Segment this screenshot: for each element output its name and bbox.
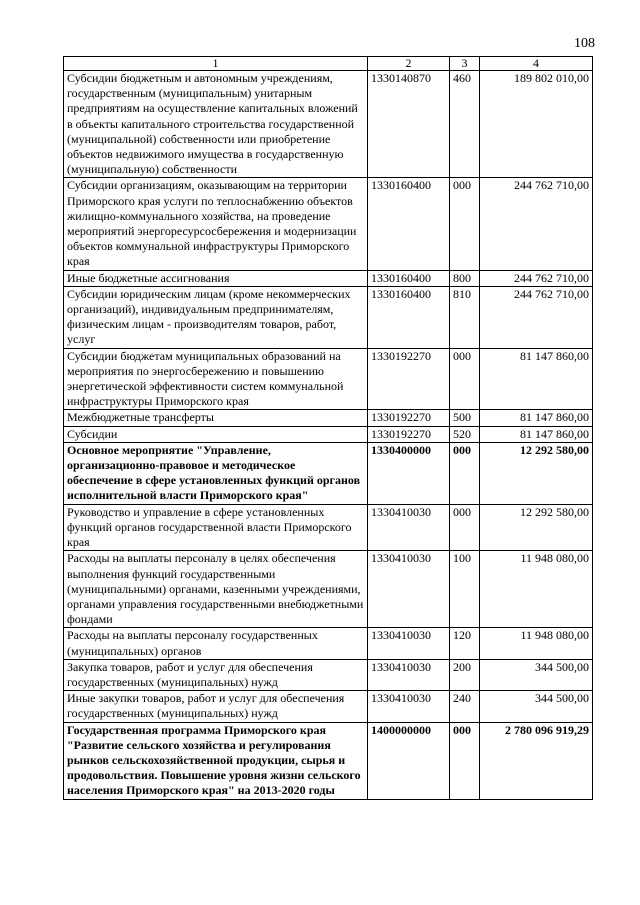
row-code-cell: 1330400000 — [368, 442, 450, 504]
row-code-cell: 1330140870 — [368, 71, 450, 178]
row-code-cell: 1330160400 — [368, 270, 450, 286]
row-type-cell: 000 — [450, 178, 480, 270]
row-code-cell: 1330410030 — [368, 659, 450, 690]
row-amount-cell: 244 762 710,00 — [480, 286, 593, 348]
row-name-cell: Государственная программа Приморского края "Развитие сельского хозяйства и регулирования рынков сельскохозяйственной продукции, сырья и продовольствия. Повышение уровня жизни сельского населения Приморского края" на 2013-2020 годы — [64, 722, 368, 799]
row-amount-cell: 344 500,00 — [480, 691, 593, 722]
row-type-cell: 240 — [450, 691, 480, 722]
row-code-cell: 1330410030 — [368, 628, 450, 659]
page-number: 108 — [574, 36, 595, 51]
row-code-cell: 1330192270 — [368, 348, 450, 410]
header-col-1: 1 — [64, 57, 368, 71]
table-row — [64, 286, 593, 348]
header-col-3: 3 — [450, 57, 480, 71]
row-name-cell: Субсидии — [64, 426, 368, 442]
row-name-cell: Закупка товаров, работ и услуг для обеспечения государственных (муниципальных) нужд — [64, 659, 368, 690]
table-row — [64, 551, 593, 628]
row-name-cell: Иные бюджетные ассигнования — [64, 270, 368, 286]
row-name-cell: Иные закупки товаров, работ и услуг для обеспечения государственных (муниципальных) нужд — [64, 691, 368, 722]
table-row — [64, 691, 593, 722]
row-code-cell: 1330410030 — [368, 551, 450, 628]
row-amount-cell: 81 147 860,00 — [480, 426, 593, 442]
row-name-cell: Расходы на выплаты персоналу государственных (муниципальных) органов — [64, 628, 368, 659]
row-amount-cell: 344 500,00 — [480, 659, 593, 690]
row-name-cell: Субсидии организациям, оказывающим на территории Приморского края услуги по теплоснабжению объектов жилищно-коммунального хозяйства, на проведение мероприятий энергоресурсосбережения и модернизации объектов коммунальной инфраструктуры Приморского края — [64, 178, 368, 270]
row-name-cell: Субсидии бюджетам муниципальных образований на мероприятия по энергосбережению и повышению энергетической эффективности систем коммунальной инфраструктуры Приморского края — [64, 348, 368, 410]
row-type-cell: 810 — [450, 286, 480, 348]
row-type-cell: 120 — [450, 628, 480, 659]
header-col-4: 4 — [480, 57, 593, 71]
table-row — [64, 178, 593, 270]
row-amount-cell: 189 802 010,00 — [480, 71, 593, 178]
row-type-cell: 460 — [450, 71, 480, 178]
table-row — [64, 504, 593, 551]
row-name-cell: Субсидии юридическим лицам (кроме некоммерческих организаций), индивидуальным предпринимателям, физическим лицам - производителям товаров, работ, услуг — [64, 286, 368, 348]
row-type-cell: 000 — [450, 722, 480, 799]
table-row — [64, 348, 593, 410]
row-amount-cell: 81 147 860,00 — [480, 348, 593, 410]
row-type-cell: 000 — [450, 504, 480, 551]
row-amount-cell: 12 292 580,00 — [480, 504, 593, 551]
row-code-cell: 1330160400 — [368, 286, 450, 348]
row-type-cell: 000 — [450, 348, 480, 410]
row-type-cell: 000 — [450, 442, 480, 504]
row-name-cell: Основное мероприятие "Управление, организационно-правовое и методическое обеспечение в сфере установленных функций органов исполнительной власти Приморского края" — [64, 442, 368, 504]
row-amount-cell: 12 292 580,00 — [480, 442, 593, 504]
row-amount-cell: 244 762 710,00 — [480, 270, 593, 286]
row-type-cell: 200 — [450, 659, 480, 690]
row-amount-cell: 11 948 080,00 — [480, 551, 593, 628]
row-code-cell: 1330192270 — [368, 426, 450, 442]
row-amount-cell: 2 780 096 919,29 — [480, 722, 593, 799]
table-row — [64, 426, 593, 442]
row-type-cell: 500 — [450, 410, 480, 426]
header-col-2: 2 — [368, 57, 450, 71]
row-amount-cell: 81 147 860,00 — [480, 410, 593, 426]
table-row — [64, 410, 593, 426]
row-amount-cell: 11 948 080,00 — [480, 628, 593, 659]
row-name-cell: Субсидии бюджетным и автономным учреждениям, государственным (муниципальным) унитарным предприятиям на осуществление капитальных вложений в объекты капитального строительства государственной (муниципальной) собственности или приобретение объектов недвижимого имущества в государственную (муниципальную) собственности — [64, 71, 368, 178]
row-amount-cell: 244 762 710,00 — [480, 178, 593, 270]
row-name-cell: Руководство и управление в сфере установленных функций органов государственной власти Приморского края — [64, 504, 368, 551]
row-code-cell: 1400000000 — [368, 722, 450, 799]
table-row — [64, 722, 593, 799]
table-row — [64, 270, 593, 286]
header-row — [64, 57, 593, 71]
row-code-cell: 1330410030 — [368, 691, 450, 722]
table-row — [64, 71, 593, 178]
row-code-cell: 1330410030 — [368, 504, 450, 551]
row-type-cell: 520 — [450, 426, 480, 442]
row-name-cell: Межбюджетные трансферты — [64, 410, 368, 426]
row-code-cell: 1330160400 — [368, 178, 450, 270]
budget-table — [63, 56, 593, 800]
table-row — [64, 628, 593, 659]
row-name-cell: Расходы на выплаты персоналу в целях обеспечения выполнения функций государственными (муниципальными) органами, казенными учреждениями, органами управления государственными внебюджетными фондами — [64, 551, 368, 628]
table-row — [64, 659, 593, 690]
row-type-cell: 100 — [450, 551, 480, 628]
row-type-cell: 800 — [450, 270, 480, 286]
row-code-cell: 1330192270 — [368, 410, 450, 426]
table-row — [64, 442, 593, 504]
